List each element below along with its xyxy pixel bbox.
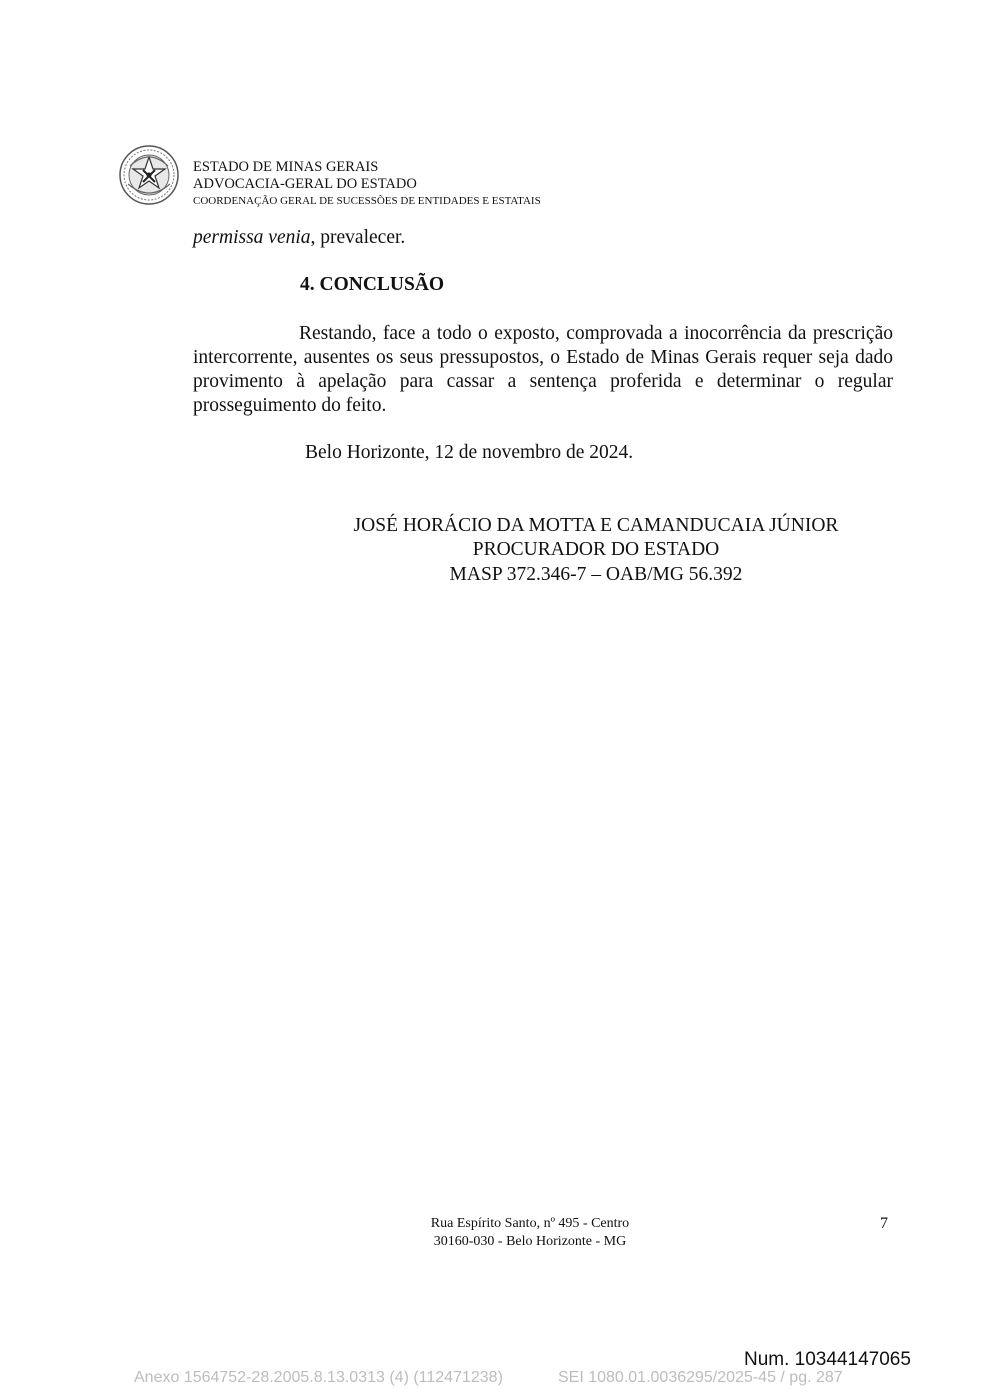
sei-stamp: SEI 1080.01.0036295/2025-45 / pg. 287 — [558, 1369, 843, 1386]
header-agency-name: ADVOCACIA-GERAL DO ESTADO — [193, 176, 417, 192]
document-number-stamp: Num. 10344147065 — [744, 1349, 911, 1370]
signatory-registration: MASP 372.346-7 – OAB/MG 56.392 — [449, 564, 743, 585]
signatory-title: PROCURADOR DO ESTADO — [472, 539, 720, 560]
header-department-name: COORDENAÇÃO GERAL DE SUCESSÕES DE ENTIDADES E ESTATAIS — [193, 195, 541, 207]
footer-address-line1: Rua Espírito Santo, nº 495 - Centro — [430, 1216, 630, 1231]
place-date: Belo Horizonte, 12 de novembro de 2024. — [305, 442, 634, 463]
coat-of-arms-icon — [118, 144, 180, 206]
latin-expression: permissa venia — [193, 227, 311, 248]
header-state-name: ESTADO DE MINAS GERAIS — [193, 159, 379, 175]
annex-stamp: Anexo 1564752-28.2005.8.13.0313 (4) (112471238) — [134, 1369, 503, 1386]
signatory-name: JOSÉ HORÁCIO DA MOTTA E CAMANDUCAIA JÚNIOR — [353, 515, 839, 536]
section-heading: 4. CONCLUSÃO — [300, 274, 445, 295]
footer-address-line2: 30160-030 - Belo Horizonte - MG — [433, 1234, 627, 1249]
continuation-text: , prevalecer. — [310, 227, 406, 248]
page-number: 7 — [880, 1215, 888, 1232]
conclusion-paragraph: Restando, face a todo o exposto, comprovada a inocorrência da prescrição intercorrente, ausentes os seus pressupostos, o Estado de Minas Gerais requer seja dado provimento à apelação para cassar a sentença proferida e determinar o regular prosseguimento do feito. — [193, 323, 893, 416]
continuation-line — [193, 226, 405, 250]
